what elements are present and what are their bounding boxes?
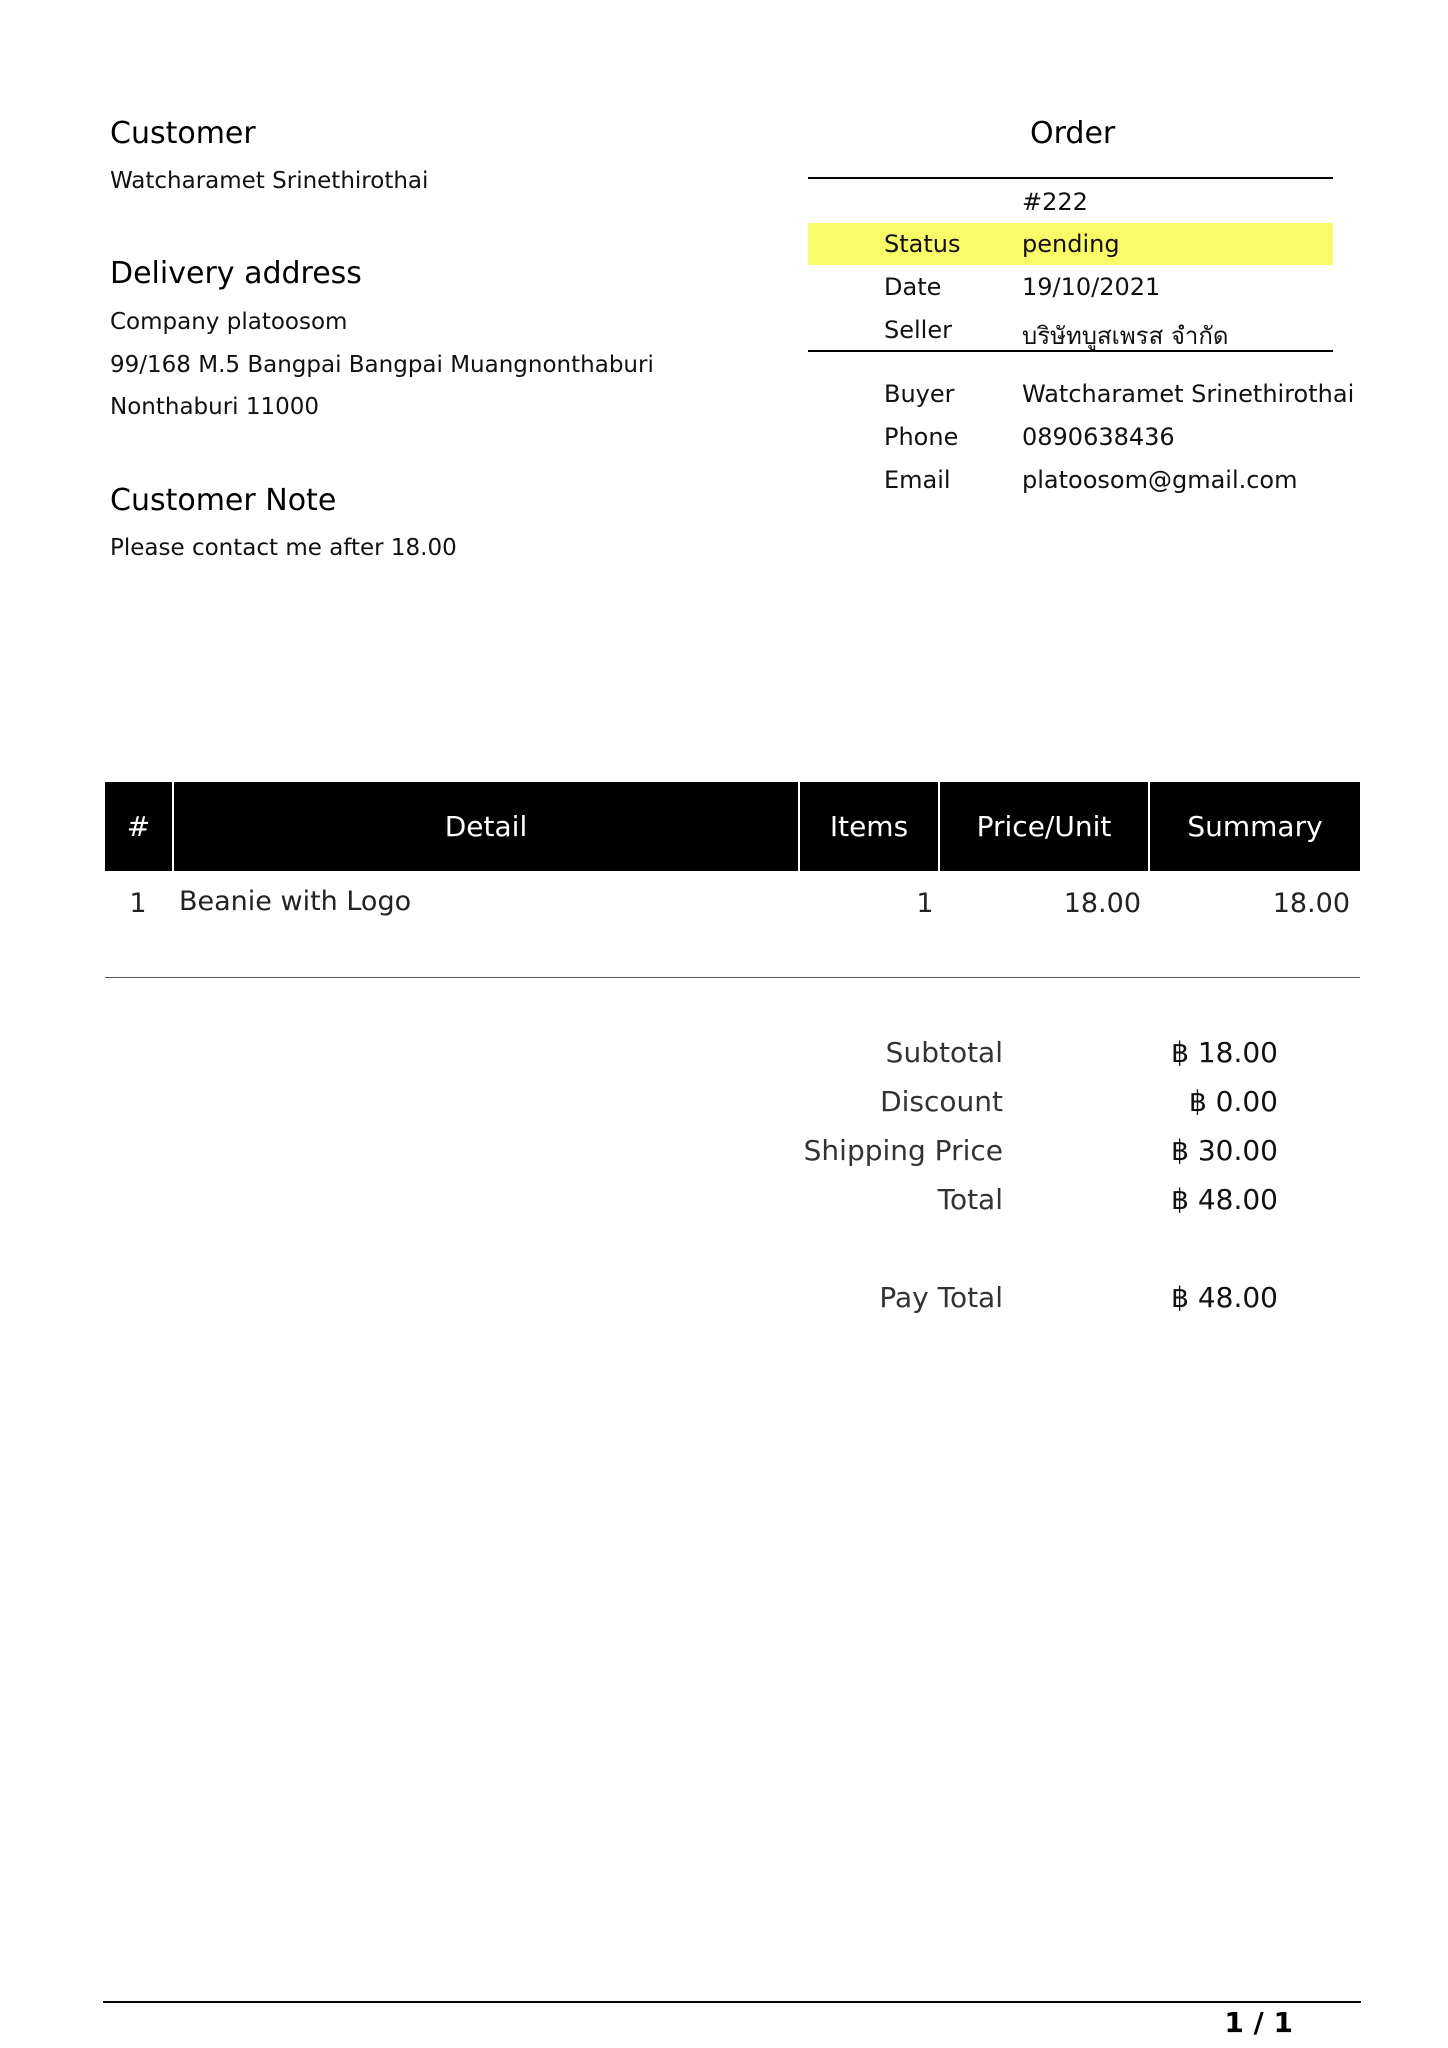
delivery-heading: Delivery address	[110, 256, 362, 291]
order-number: #222	[1022, 188, 1088, 216]
note-text: Please contact me after 18.00	[110, 535, 457, 561]
status-value: pending	[1022, 230, 1120, 258]
row-num: 1	[129, 888, 147, 919]
pay-total-value: ฿ 48.00	[1171, 1281, 1278, 1314]
discount-label: Discount	[880, 1085, 1003, 1118]
header-summary: Summary	[1148, 782, 1360, 871]
order-mid-rule	[808, 350, 1333, 352]
row-items: 1	[916, 888, 934, 919]
discount-value: ฿ 0.00	[1188, 1085, 1278, 1118]
row-price: 18.00	[1063, 888, 1141, 919]
footer-rule	[103, 2001, 1361, 2003]
note-heading: Customer Note	[110, 483, 337, 518]
order-top-rule	[808, 177, 1333, 179]
seller-label: Seller	[884, 316, 952, 344]
row-summary: 18.00	[1272, 888, 1350, 919]
items-table-header	[105, 782, 1360, 871]
delivery-line-1: Company platoosom	[110, 309, 348, 335]
date-label: Date	[884, 273, 942, 301]
header-items: Items	[798, 782, 938, 871]
customer-name: Watcharamet Srinethirothai	[110, 168, 429, 194]
total-label: Total	[937, 1183, 1003, 1216]
subtotal-value: ฿ 18.00	[1171, 1036, 1278, 1069]
header-detail: Detail	[172, 782, 798, 871]
delivery-line-3: Nonthaburi 11000	[110, 394, 320, 420]
buyer-value: Watcharamet Srinethirothai	[1022, 380, 1355, 408]
subtotal-label: Subtotal	[885, 1036, 1003, 1069]
table-bottom-rule	[105, 977, 1360, 978]
order-heading: Order	[1030, 116, 1116, 151]
header-num: #	[126, 810, 151, 843]
seller-value: บริษัทบูสเพรส จำกัด	[1022, 322, 1229, 350]
buyer-label: Buyer	[884, 380, 955, 408]
shipping-label: Shipping Price	[803, 1134, 1003, 1167]
page-number: 1 / 1	[1224, 2006, 1293, 2039]
header-price-unit: Price/Unit	[938, 782, 1148, 871]
phone-label: Phone	[884, 423, 959, 451]
shipping-value: ฿ 30.00	[1171, 1134, 1278, 1167]
delivery-line-2: 99/168 M.5 Bangpai Bangpai Muangnonthaburi	[110, 352, 654, 378]
row-detail: Beanie with Logo	[179, 886, 412, 917]
pay-total-label: Pay Total	[879, 1281, 1003, 1314]
email-label: Email	[884, 466, 951, 494]
status-label: Status	[884, 230, 961, 258]
customer-heading: Customer	[110, 116, 256, 151]
total-value: ฿ 48.00	[1171, 1183, 1278, 1216]
date-value: 19/10/2021	[1022, 273, 1161, 301]
email-value: platoosom@gmail.com	[1022, 466, 1298, 494]
phone-value: 0890638436	[1022, 423, 1175, 451]
